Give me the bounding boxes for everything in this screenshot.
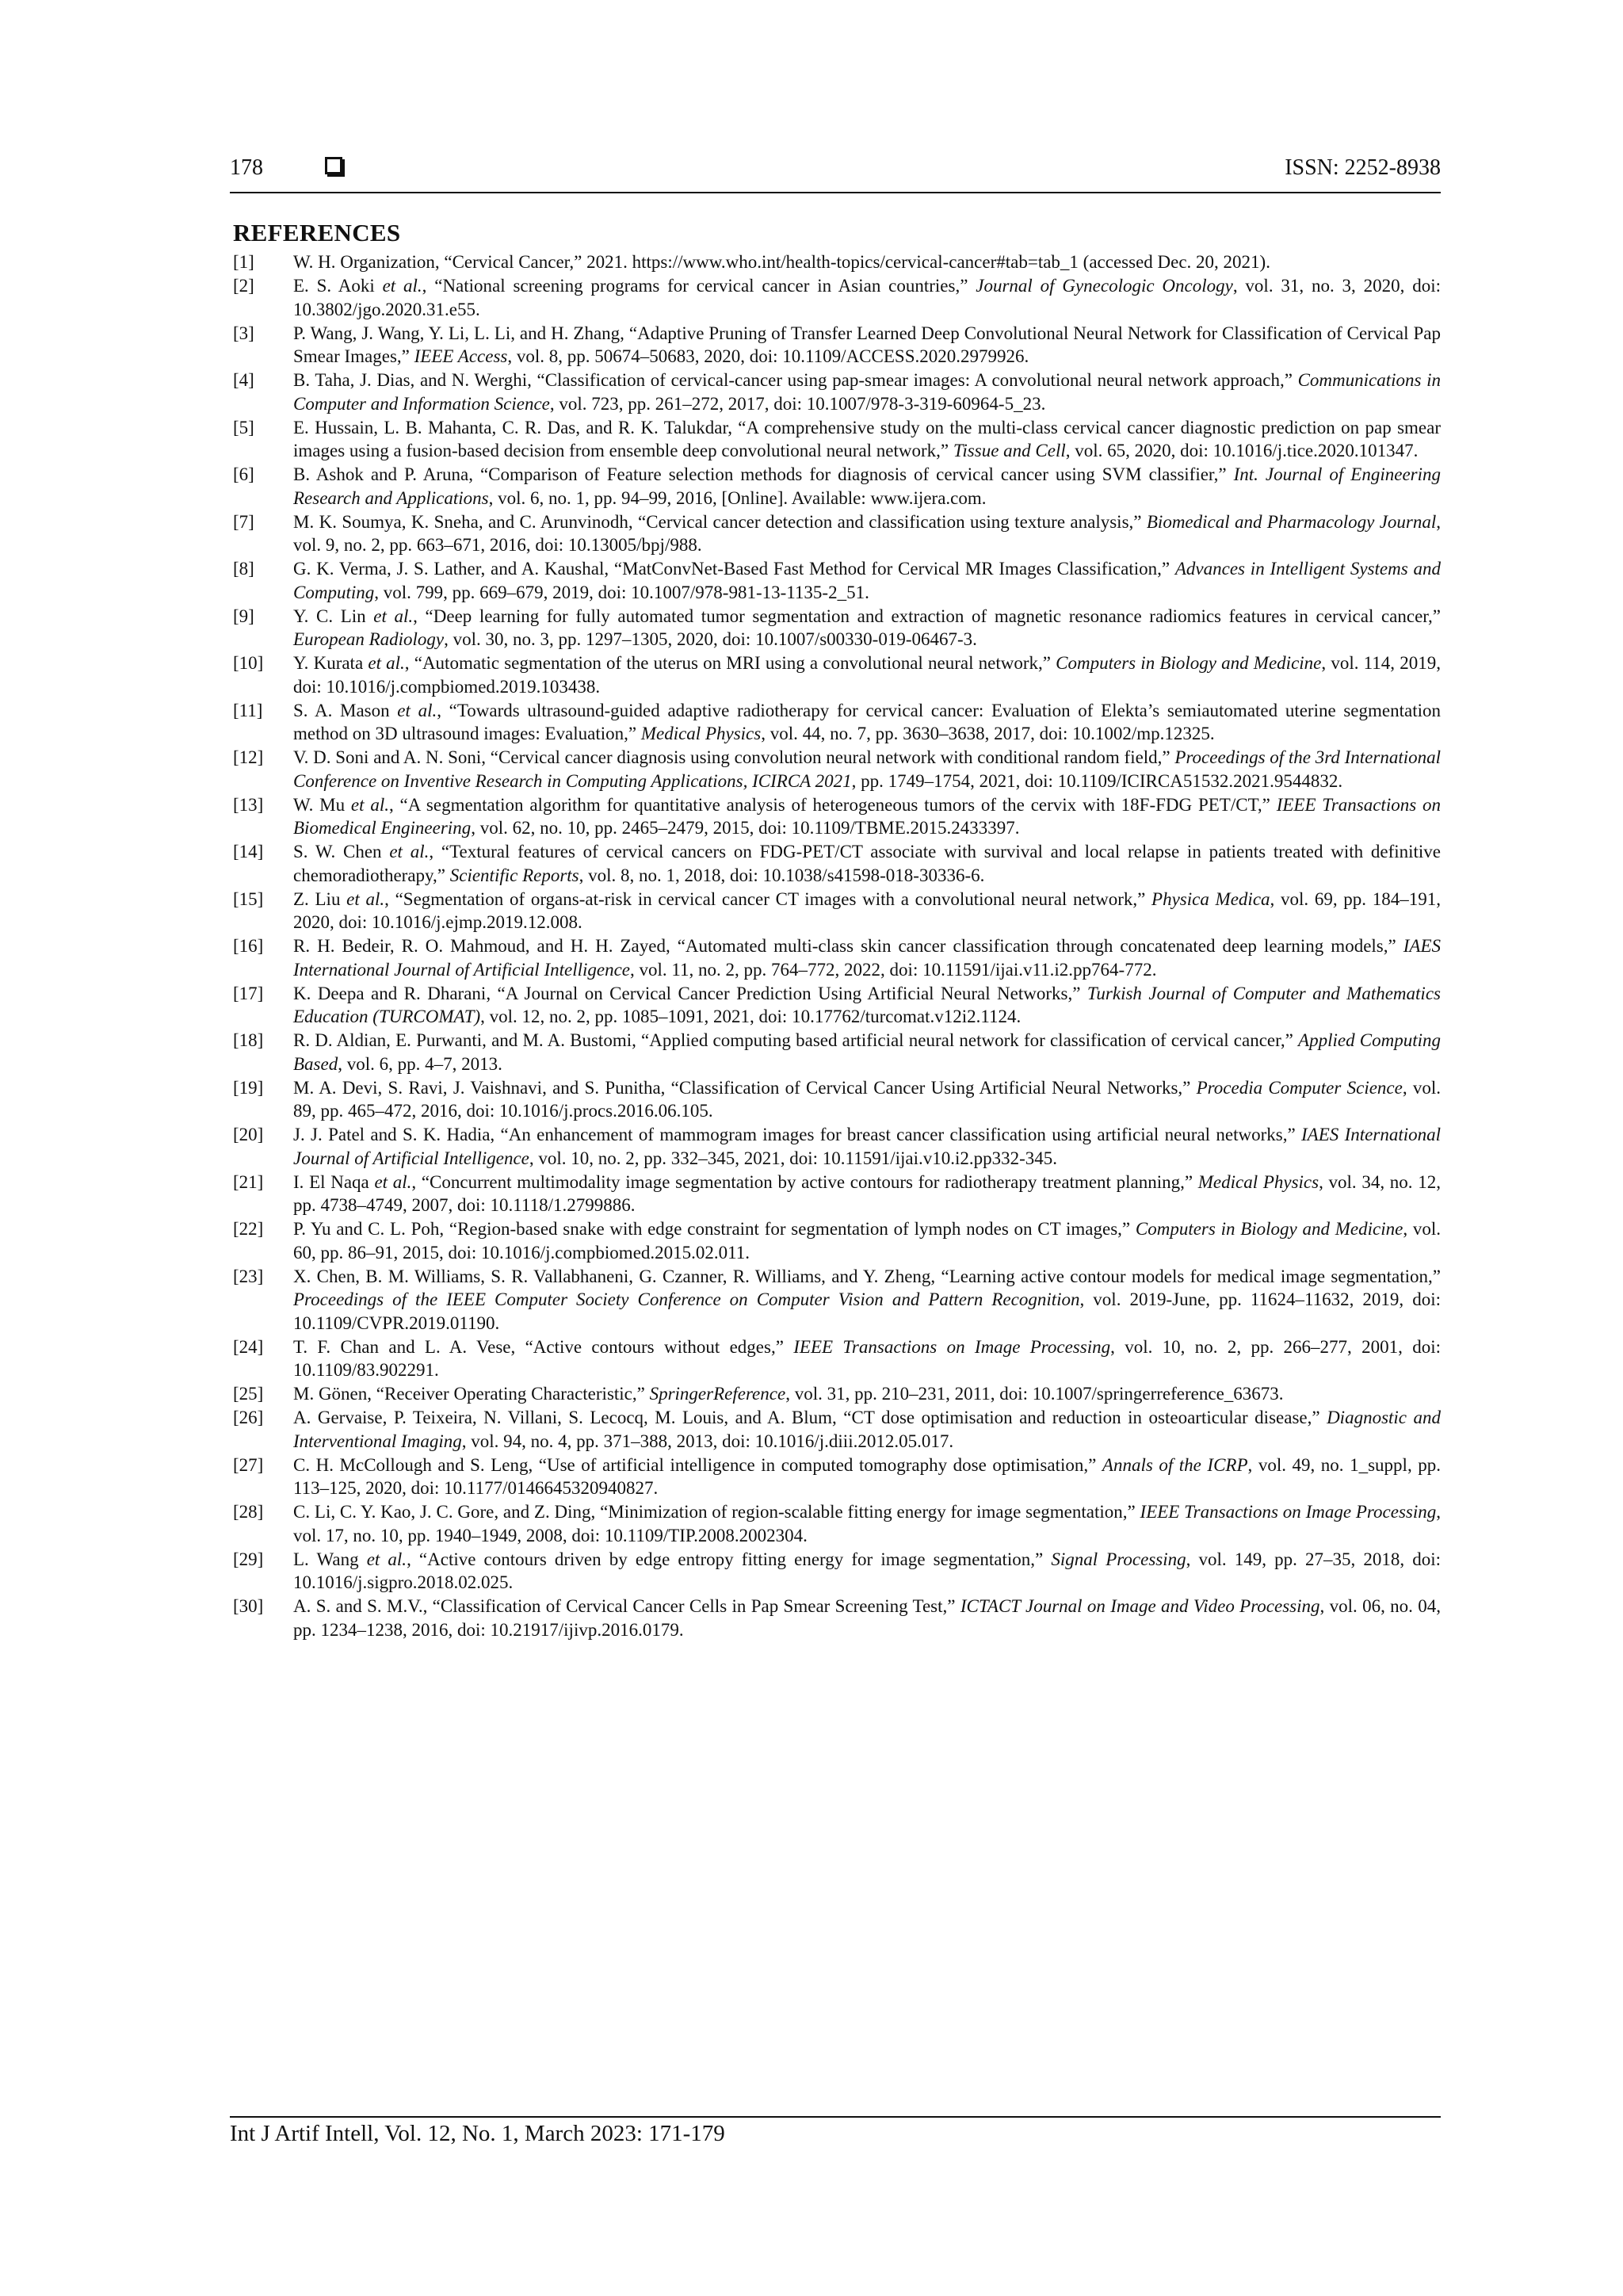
reference-segment: , vol. 44, no. 7, pp. 3630–3638, 2017, doi: 10.1002/mp.12325. xyxy=(761,724,1215,743)
reference-segment: , vol. 31, pp. 210–231, 2011, doi: 10.1007/springerreference_63673. xyxy=(785,1384,1284,1404)
reference-item xyxy=(233,605,1441,651)
reference-text xyxy=(293,1030,1441,1074)
reference-italic-segment: Signal Processing xyxy=(1051,1549,1186,1569)
reference-segment: Z. Liu xyxy=(293,888,347,909)
reference-number: [5] xyxy=(233,417,254,437)
reference-text xyxy=(293,323,1441,367)
reference-item xyxy=(233,746,1441,793)
reference-number: [23] xyxy=(233,1266,264,1286)
reference-segment: V. D. Soni and A. N. Soni, “Cervical cancer diagnosis using convolution neural network with conditional random field,” xyxy=(293,747,1175,767)
reference-segment: , vol. 60, pp. 86–91, 2015, doi: 10.1016/j.compbiomed.2015.02.011. xyxy=(293,1219,1441,1263)
reference-text xyxy=(293,984,1441,1027)
reference-segment: R. D. Aldian, E. Purwanti, and M. A. Bustomi, “Applied computing based artificial neural network for classification of cervical cancer,” xyxy=(293,1030,1299,1050)
reference-italic-segment: Proceedings of the 3rd International Conference on Inventive Research in Computing Applications, ICIRCA 2021 xyxy=(293,747,1442,791)
reference-segment: , vol. 94, no. 4, pp. 371–388, 2013, doi: 10.1016/j.diii.2012.05.017. xyxy=(461,1431,954,1451)
reference-segment: , vol. 149, pp. 27–35, 2018, doi: 10.1016/j.sigpro.2018.02.025. xyxy=(293,1549,1441,1592)
reference-number: [18] xyxy=(233,1030,264,1050)
reference-segment: , vol. 6, no. 1, pp. 94–99, 2016, [Online]. Available: www.ijera.com. xyxy=(488,487,987,508)
reference-item xyxy=(233,1171,1441,1217)
reference-item xyxy=(233,557,1441,604)
reference-text xyxy=(293,1172,1441,1216)
reference-segment: , vol. 34, no. 12, pp. 4738–4749, 2007, doi: 10.1118/1.2799886. xyxy=(293,1171,1441,1215)
reference-text xyxy=(293,701,1441,744)
reference-segment: X. Chen, B. M. Williams, S. R. Vallabhaneni, G. Czanner, R. Williams, and Y. Zheng, “Learning active contour models for medical image segmentation,” xyxy=(293,1266,1441,1286)
reference-text xyxy=(293,1596,1441,1640)
reference-segment: , vol. 06, no. 04, pp. 1234–1238, 2016, doi: 10.21917/ijivp.2016.0179. xyxy=(293,1596,1441,1640)
reference-italic-segment: et al. xyxy=(373,606,414,626)
reference-italic-segment: Int. Journal of Engineering Research and Applications xyxy=(293,464,1441,508)
reference-text xyxy=(293,1408,1441,1451)
reference-segment: L. Wang xyxy=(293,1549,367,1569)
reference-item xyxy=(233,1076,1441,1123)
reference-segment: , vol. 799, pp. 669–679, 2019, doi: 10.1007/978-981-13-1135-2_51. xyxy=(374,582,869,602)
reference-text xyxy=(293,889,1441,933)
reference-text xyxy=(293,1266,1441,1333)
reference-italic-segment: European Radiology xyxy=(293,629,445,649)
reference-item xyxy=(233,274,1441,321)
reference-segment: , “Deep learning for fully automated tumor segmentation and extraction of magnetic resonance radiomics features in cervical cancer,” xyxy=(413,606,1441,626)
reference-segment: , vol. 9, no. 2, pp. 663–671, 2016, doi: 10.13005/bpj/988. xyxy=(293,511,1441,555)
reference-text xyxy=(293,1549,1441,1593)
reference-segment: B. Taha, J. Dias, and N. Werghi, “Classification of cervical-cancer using pap-smear images: A convolutional neural network approach,” xyxy=(293,370,1298,390)
reference-segment: , “Towards ultrasound-guided adaptive radiotherapy for cervical cancer: Evaluation of Elekta’s semiautomated uterine segmentation method on 3D ultrasound images: Evaluation,” xyxy=(293,700,1441,743)
reference-segment: , vol. 69, pp. 184–191, 2020, doi: 10.1016/j.ejmp.2019.12.008. xyxy=(293,888,1441,932)
reference-number: [27] xyxy=(233,1454,264,1475)
reference-segment: , vol. 10, no. 2, pp. 266–277, 2001, doi: 10.1109/83.902291. xyxy=(293,1336,1441,1380)
footer-citation: Int J Artif Intell, Vol. 12, No. 1, March 2023: 171-179 xyxy=(230,2121,725,2146)
reference-segment: , “National screening programs for cervical cancer in Asian countries,” xyxy=(422,276,976,296)
reference-text xyxy=(293,1455,1441,1499)
reference-segment: , pp. 1749–1754, 2021, doi: 10.1109/ICIRCA51532.2021.9544832. xyxy=(851,770,1343,791)
reference-italic-segment: Advances in Intelligent Systems and Computing xyxy=(293,559,1441,602)
reference-segment: , vol. 2019-June, pp. 11624–11632, 2019, doi: 10.1109/CVPR.2019.01190. xyxy=(293,1289,1441,1333)
reference-number: [15] xyxy=(233,888,264,909)
reference-text xyxy=(293,512,1441,556)
reference-italic-segment: Physica Medica xyxy=(1151,888,1270,909)
reference-italic-segment: et al. xyxy=(368,653,405,673)
reference-italic-segment: et al. xyxy=(389,842,430,861)
reference-segment: S. A. Mason xyxy=(293,700,398,720)
reference-number: [21] xyxy=(233,1171,264,1192)
reference-segment: W. H. Organization, “Cervical Cancer,” 2021. https://www.who.int/health-topics/cervical-cancer#tab=tab_1 (accessed Dec. 20, 2021). xyxy=(293,252,1270,272)
references-heading: REFERENCES xyxy=(233,219,401,246)
reference-item xyxy=(233,369,1441,415)
reference-item xyxy=(233,793,1441,840)
reference-number: [19] xyxy=(233,1077,264,1098)
reference-item xyxy=(233,250,1441,274)
reference-text xyxy=(293,795,1441,839)
reference-number: [24] xyxy=(233,1336,264,1357)
reference-item xyxy=(233,1548,1441,1595)
reference-italic-segment: ICTACT Journal on Image and Video Processing xyxy=(960,1596,1320,1616)
reference-item xyxy=(233,651,1441,698)
reference-item xyxy=(233,888,1441,934)
reference-segment: , vol. 89, pp. 465–472, 2016, doi: 10.1016/j.procs.2016.06.105. xyxy=(293,1077,1442,1121)
reference-item xyxy=(233,463,1441,510)
footer-rule xyxy=(230,2116,1441,2118)
reference-text xyxy=(293,559,1441,602)
reference-italic-segment: et al. xyxy=(366,1549,407,1569)
reference-italic-segment: Tissue and Cell xyxy=(953,441,1066,460)
reference-item xyxy=(233,1123,1441,1170)
reference-segment: E. Hussain, L. B. Mahanta, C. R. Das, and R. K. Talukdar, “A comprehensive study on the multi-class cervical cancer diagnostic prediction on pap smear images using a fusion-based decision from ensemble deep convolutional neural network,” xyxy=(293,417,1441,460)
reference-item xyxy=(233,322,1441,369)
reference-segment: S. W. Chen xyxy=(293,842,390,861)
reference-item xyxy=(233,1029,1441,1075)
reference-italic-segment: Turkish Journal of Computer and Mathematics Education (TURCOMAT) xyxy=(293,983,1441,1026)
reference-number: [16] xyxy=(233,936,264,956)
reference-item xyxy=(233,699,1441,746)
reference-italic-segment: Medical Physics xyxy=(640,724,762,743)
reference-italic-segment: IEEE Access xyxy=(414,346,508,366)
reference-segment: T. F. Chan and L. A. Vese, “Active contours without edges,” xyxy=(293,1336,794,1357)
reference-italic-segment: Journal of Gynecologic Oncology xyxy=(976,276,1233,296)
reference-italic-segment: IAES International Journal of Artificial Intelligence xyxy=(293,1125,1441,1168)
reference-text xyxy=(293,1219,1441,1263)
reference-number: [14] xyxy=(233,842,264,861)
reference-text xyxy=(293,1337,1441,1381)
reference-italic-segment: et al. xyxy=(374,1171,412,1192)
reference-text xyxy=(293,842,1441,885)
reference-text xyxy=(293,370,1441,414)
reference-segment: , vol. 8, pp. 50674–50683, 2020, doi: 10.1109/ACCESS.2020.2979926. xyxy=(507,346,1029,366)
reference-segment: , vol. 17, no. 10, pp. 1940–1949, 2008, doi: 10.1109/TIP.2008.2002304. xyxy=(293,1502,1441,1545)
reference-text xyxy=(293,653,1441,697)
reference-segment: Y. Kurata xyxy=(293,653,369,673)
reference-italic-segment: IEEE Transactions on Image Processing xyxy=(1140,1502,1437,1522)
reference-number: [1] xyxy=(233,252,254,272)
reference-number: [4] xyxy=(233,370,254,390)
reference-segment: , “A segmentation algorithm for quantitative analysis of heterogeneous tumors of the cervix with 18F-FDG PET/CT,” xyxy=(388,794,1277,815)
reference-segment: , “Active contours driven by edge entropy fitting energy for image segmentation,” xyxy=(407,1549,1052,1569)
reference-segment: , vol. 30, no. 3, pp. 1297–1305, 2020, doi: 10.1007/s00330-019-06467-3. xyxy=(444,629,977,649)
reference-number: [12] xyxy=(233,747,264,767)
reference-segment: , “Automatic segmentation of the uterus on MRI using a convolutional neural network,” xyxy=(404,653,1056,673)
reference-text xyxy=(293,464,1441,508)
reference-number: [10] xyxy=(233,653,264,673)
reference-segment: G. K. Verma, J. S. Lather, and A. Kaushal, “MatConvNet-Based Fast Method for Cervical MR Images Classification,” xyxy=(293,559,1175,579)
reference-number: [7] xyxy=(233,511,254,532)
reference-italic-segment: et al. xyxy=(382,276,422,296)
reference-item xyxy=(233,934,1441,981)
reference-segment: E. S. Aoki xyxy=(293,276,383,296)
reference-italic-segment: Diagnostic and Interventional Imaging xyxy=(293,1408,1441,1451)
square-box-icon xyxy=(325,157,342,174)
reference-text xyxy=(293,1125,1441,1168)
reference-text xyxy=(293,276,1441,319)
reference-segment: , vol. 8, no. 1, 2018, doi: 10.1038/s41598-018-30336-6. xyxy=(579,865,985,885)
reference-segment: P. Wang, J. Wang, Y. Li, L. Li, and H. Zhang, “Adaptive Pruning of Transfer Learned Deep Convolutional Neural Network for Classification of Cervical Pap Smear Images,” xyxy=(293,323,1441,366)
reference-item xyxy=(233,1595,1441,1641)
reference-italic-segment: Biomedical and Pharmacology Journal xyxy=(1146,511,1437,532)
reference-item xyxy=(233,1217,1441,1264)
reference-number: [30] xyxy=(233,1596,264,1616)
reference-segment: W. Mu xyxy=(293,794,351,815)
reference-segment: K. Deepa and R. Dharani, “A Journal on Cervical Cancer Prediction Using Artificial Neural Networks,” xyxy=(293,983,1087,1003)
reference-italic-segment: Annals of the ICRP xyxy=(1102,1454,1248,1475)
reference-italic-segment: et al. xyxy=(346,888,385,909)
reference-italic-segment: et al. xyxy=(397,700,437,720)
reference-text xyxy=(293,1384,1284,1404)
reference-segment: P. Yu and C. L. Poh, “Region-based snake with edge constraint for segmentation of lymph nodes on CT images,” xyxy=(293,1219,1136,1239)
reference-item xyxy=(233,510,1441,557)
reference-italic-segment: Computers in Biology and Medicine xyxy=(1056,653,1322,673)
reference-item xyxy=(233,982,1441,1029)
reference-number: [26] xyxy=(233,1408,264,1427)
reference-item xyxy=(233,1454,1441,1500)
reference-segment: A. Gervaise, P. Teixeira, N. Villani, S. Lecocq, M. Louis, and A. Blum, “CT dose optimisation and reduction in osteoarticular disease,” xyxy=(293,1408,1327,1427)
reference-italic-segment: IEEE Transactions on Biomedical Engineering xyxy=(293,794,1441,838)
reference-item xyxy=(233,1265,1441,1335)
reference-item xyxy=(233,1382,1441,1406)
issn: ISSN: 2252-8938 xyxy=(1285,155,1441,180)
reference-segment: M. Gönen, “Receiver Operating Characteristic,” xyxy=(293,1384,650,1404)
reference-number: [22] xyxy=(233,1219,264,1239)
reference-text xyxy=(293,1078,1441,1121)
page-number: 178 xyxy=(230,155,263,180)
reference-segment: , vol. 62, no. 10, pp. 2465–2479, 2015, doi: 10.1109/TBME.2015.2433397. xyxy=(471,818,1020,838)
reference-segment: , vol. 6, pp. 4–7, 2013. xyxy=(338,1053,502,1074)
reference-italic-segment: IEEE Transactions on Image Processing xyxy=(793,1336,1111,1357)
reference-italic-segment: Scientific Reports xyxy=(449,865,579,885)
reference-segment: B. Ashok and P. Aruna, “Comparison of Feature selection methods for diagnosis of cervical cancer using SVM classifier,” xyxy=(293,464,1234,484)
reference-italic-segment: Medical Physics xyxy=(1197,1171,1319,1192)
reference-text xyxy=(293,252,1270,272)
reference-segment: , vol. 11, no. 2, pp. 764–772, 2022, doi: 10.11591/ijai.v11.i2.pp764-772. xyxy=(630,959,1157,980)
reference-item xyxy=(233,416,1441,463)
reference-segment: C. Li, C. Y. Kao, J. C. Gore, and Z. Ding, “Minimization of region-scalable fitting energy for image segmentation,” xyxy=(293,1502,1140,1522)
reference-segment: , vol. 723, pp. 261–272, 2017, doi: 10.1007/978-3-319-60964-5_23. xyxy=(549,393,1046,414)
reference-item xyxy=(233,1335,1441,1382)
reference-number: [6] xyxy=(233,464,254,484)
reference-segment: , vol. 10, no. 2, pp. 332–345, 2021, doi: 10.11591/ijai.v10.i2.pp332-345. xyxy=(529,1148,1058,1168)
reference-italic-segment: Communications in Computer and Information Science xyxy=(293,370,1441,414)
reference-segment: , vol. 12, no. 2, pp. 1085–1091, 2021, doi: 10.17762/turcomat.v12i2.1124. xyxy=(480,1007,1022,1026)
reference-segment: A. S. and S. M.V., “Classification of Cervical Cancer Cells in Pap Smear Screening Test,” xyxy=(293,1596,960,1616)
header-rule xyxy=(230,192,1441,193)
reference-number: [9] xyxy=(233,606,254,626)
reference-number: [11] xyxy=(233,700,263,720)
reference-segment: , vol. 49, no. 1_suppl, pp. 113–125, 2020, doi: 10.1177/0146645320940827. xyxy=(293,1454,1441,1498)
reference-italic-segment: Procedia Computer Science xyxy=(1196,1077,1403,1098)
reference-segment: I. El Naqa xyxy=(293,1171,375,1192)
reference-number: [25] xyxy=(233,1384,264,1404)
reference-segment: R. H. Bedeir, R. O. Mahmoud, and H. H. Zayed, “Automated multi-class skin cancer classification through concatenated deep learning models,” xyxy=(293,936,1403,956)
reference-italic-segment: et al. xyxy=(350,794,389,815)
reference-segment: M. A. Devi, S. Ravi, J. Vaishnavi, and S. Punitha, “Classification of Cervical Cancer Using Artificial Neural Networks,” xyxy=(293,1077,1197,1098)
reference-segment: , vol. 114, 2019, doi: 10.1016/j.compbiomed.2019.103438. xyxy=(293,653,1441,697)
reference-segment: , “Textural features of cervical cancers on FDG-PET/CT associate with survival and local relapse in patients treated with definitive chemoradiotherapy,” xyxy=(293,842,1441,885)
reference-italic-segment: Computers in Biology and Medicine xyxy=(1135,1219,1403,1239)
reference-text xyxy=(293,418,1441,461)
reference-number: [3] xyxy=(233,323,254,343)
reference-segment: M. K. Soumya, K. Sneha, and C. Arunvinodh, “Cervical cancer detection and classification using texture analysis,” xyxy=(293,511,1147,532)
reference-number: [17] xyxy=(233,983,264,1003)
reference-number: [8] xyxy=(233,559,254,579)
reference-number: [28] xyxy=(233,1502,264,1522)
reference-item xyxy=(233,840,1441,887)
reference-segment: C. H. McCollough and S. Leng, “Use of artificial intelligence in computed tomography dose optimisation,” xyxy=(293,1454,1102,1475)
reference-segment: , vol. 31, no. 3, 2020, doi: 10.3802/jgo.2020.31.e55. xyxy=(293,276,1442,319)
reference-item xyxy=(233,1406,1441,1453)
reference-number: [2] xyxy=(233,276,254,296)
reference-italic-segment: Proceedings of the IEEE Computer Society Conference on Computer Vision and Pattern Recognition xyxy=(293,1289,1080,1309)
reference-italic-segment: SpringerReference xyxy=(649,1384,786,1404)
reference-italic-segment: Applied Computing Based xyxy=(293,1030,1441,1074)
reference-number: [29] xyxy=(233,1549,264,1569)
page-header xyxy=(230,155,1441,195)
reference-text xyxy=(293,606,1441,650)
reference-text xyxy=(293,1502,1441,1545)
reference-segment: J. J. Patel and S. K. Hadia, “An enhancement of mammogram images for breast cancer classification using artificial neural networks,” xyxy=(293,1125,1302,1144)
reference-segment: , “Segmentation of organs-at-risk in cervical cancer CT images with a convolutional neural network,” xyxy=(384,888,1152,909)
reference-segment: Y. C. Lin xyxy=(293,606,374,626)
reference-segment: , vol. 65, 2020, doi: 10.1016/j.tice.2020.101347. xyxy=(1065,441,1419,460)
reference-item xyxy=(233,1500,1441,1547)
reference-number: [13] xyxy=(233,794,264,815)
reference-number: [20] xyxy=(233,1125,264,1144)
reference-italic-segment: IAES International Journal of Artificial Intelligence xyxy=(293,936,1441,980)
reference-text xyxy=(293,936,1441,980)
reference-list xyxy=(233,250,1441,1642)
reference-text xyxy=(293,747,1441,791)
reference-segment: , “Concurrent multimodality image segmentation by active contours for radiotherapy treatment planning,” xyxy=(411,1171,1198,1192)
